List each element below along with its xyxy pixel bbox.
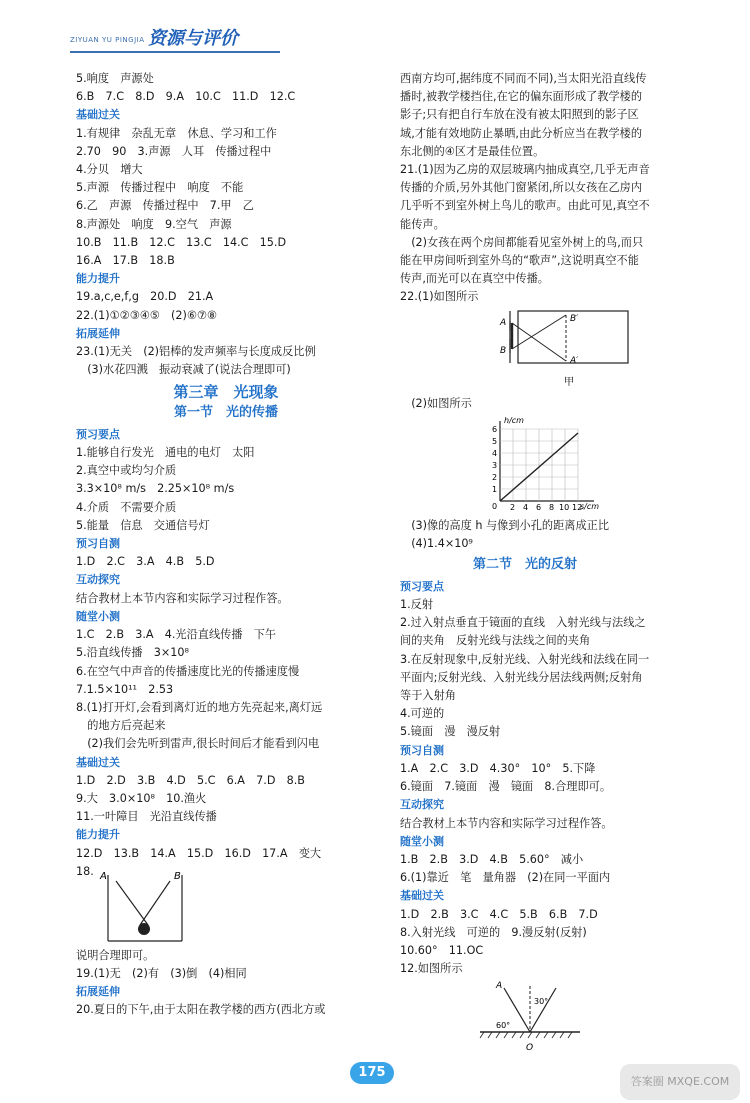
answer-line: 12.如图所示 bbox=[400, 962, 463, 976]
section-heading: 拓展延伸 bbox=[76, 985, 120, 999]
graph-ytick: 3 bbox=[492, 461, 498, 471]
answer-line: 1.有规律 杂乱无章 休息、学习和工作 bbox=[76, 126, 277, 140]
fig-label: A bbox=[496, 981, 503, 992]
answer-line: 1.反射 bbox=[400, 598, 434, 612]
answer-line: 19.(1)无 (2)有 (3)倒 (4)相同 bbox=[76, 966, 247, 980]
graph-xtick: 10 bbox=[559, 503, 570, 512]
answer-line: 4.可逆的 bbox=[400, 707, 445, 721]
answer-line: 3.3×10⁸ m/s 2.25×10⁸ m/s bbox=[76, 482, 235, 496]
answer-line: 12.D 13.B 14.A 15.D 16.D 17.A 变大 bbox=[76, 846, 322, 860]
answer-line: 6.(1)靠近 笔 量角器 (2)在同一平面内 bbox=[400, 871, 611, 885]
fig-angle: 30° bbox=[534, 997, 549, 1007]
graph-ytick: 5 bbox=[492, 437, 498, 447]
figure-22-graph bbox=[400, 413, 640, 511]
section-heading: 预习自测 bbox=[76, 537, 120, 551]
section-heading: 基础过关 bbox=[400, 889, 444, 903]
answer-line: 10.60° 11.OC bbox=[400, 943, 484, 957]
answer-line: 5.能量 信息 交通信号灯 bbox=[76, 518, 210, 532]
answer-line: 结合教材上本节内容和实际学习过程作答。 bbox=[76, 591, 289, 605]
fig-ray bbox=[512, 315, 566, 349]
graph-xtick: 8 bbox=[549, 503, 555, 512]
answer-line: (3)水花四溅 振动衰减了(说法合理即可) bbox=[76, 363, 291, 377]
fig-ray bbox=[512, 323, 566, 361]
answer-line: 18. bbox=[76, 864, 94, 878]
fig-angle: 60° bbox=[496, 1021, 511, 1031]
figure-18-diagram bbox=[98, 863, 188, 947]
header-rule bbox=[70, 51, 280, 53]
answer-line: 6.B 7.C 8.D 9.A 10.C 11.D 12.C bbox=[76, 90, 296, 104]
section-heading: 互动探究 bbox=[76, 573, 120, 587]
fig-label: B bbox=[174, 870, 181, 882]
page-header bbox=[70, 22, 280, 52]
fig-caption: 甲 bbox=[564, 376, 574, 388]
answer-line: 16.A 17.B 18.B bbox=[76, 254, 175, 268]
answer-line: 23.(1)无关 (2)铝棒的发声频率与长度成反比例 bbox=[76, 345, 316, 359]
section-heading: 随堂小测 bbox=[400, 834, 444, 848]
graph-origin: 0 bbox=[492, 502, 498, 512]
section-heading: 能力提升 bbox=[76, 272, 120, 286]
answer-line: 7.1.5×10¹¹ 2.53 bbox=[76, 682, 174, 696]
answer-line: 22.(1)如图所示 bbox=[400, 290, 479, 304]
answer-line: (2)我们会先听到雷声,很长时间后才能看到闪电 bbox=[76, 737, 320, 751]
section-heading: 随堂小测 bbox=[76, 609, 120, 623]
answer-line: 22.(1)①②③④⑤ (2)⑥⑦⑧ bbox=[76, 308, 217, 322]
graph-xtick: 12 bbox=[572, 503, 583, 512]
section-heading: 能力提升 bbox=[76, 828, 120, 842]
answer-line: 4.分贝 增大 bbox=[76, 163, 143, 177]
answer-line: 1.D 2.D 3.B 4.D 5.C 6.A 7.D 8.B bbox=[76, 773, 305, 787]
answer-line: (4)1.4×10⁹ bbox=[400, 537, 473, 551]
answer-line: (2)如图所示 bbox=[400, 396, 472, 410]
fig-label: B′ bbox=[570, 313, 579, 324]
answer-line: 1.D 2.B 3.C 4.C 5.B 6.B 7.D bbox=[400, 907, 598, 921]
answer-line: (3)像的高度 h 与像到小孔的距离成正比 bbox=[400, 519, 610, 533]
left-column bbox=[76, 70, 376, 1020]
fig-label: A bbox=[500, 317, 507, 328]
fig-label: A bbox=[100, 870, 107, 882]
answer-line: 1.C 2.B 3.A 4.光沿直线传播 下午 bbox=[76, 628, 277, 642]
section-heading: 互动探究 bbox=[400, 798, 444, 812]
watermark-logo: 答案圈 MXQE.COM bbox=[620, 1064, 740, 1100]
head-icon bbox=[138, 923, 150, 935]
fig-label: A′ bbox=[570, 355, 579, 366]
answer-line: 1.D 2.C 3.A 4.B 5.D bbox=[76, 555, 215, 569]
answer-line: 11.一叶障目 光沿直线传播 bbox=[76, 810, 217, 824]
answer-line: 1.能够自行发光 通电的电灯 太阳 bbox=[76, 446, 255, 460]
fig-reflected-ray bbox=[530, 988, 556, 1032]
answer-line: 说明合理即可。 bbox=[76, 948, 155, 962]
answer-line: 19.a,c,e,f,g 20.D 21.A bbox=[76, 290, 214, 304]
fig-mirror-hatch bbox=[480, 1032, 572, 1038]
answer-line: 2.70 90 3.声源 人耳 传播过程中 bbox=[76, 144, 272, 158]
graph-ytick: 2 bbox=[492, 473, 498, 483]
graph-xtick: 4 bbox=[523, 503, 529, 512]
answer-line: 的地方后亮起来 bbox=[76, 719, 166, 733]
answer-line: 5.声源 传播过程中 响度 不能 bbox=[76, 181, 244, 195]
chapter-title: 第三章 光现象 bbox=[173, 383, 279, 402]
page-number: 175 bbox=[350, 1062, 394, 1084]
answer-line: 2.真空中或均匀介质 bbox=[76, 464, 177, 478]
answer-line: 1.B 2.B 3.D 4.B 5.60° 减小 bbox=[400, 852, 584, 866]
answer-line: 5.沿直线传播 3×10⁸ bbox=[76, 646, 190, 660]
fig-ray bbox=[116, 881, 148, 925]
graph-ylabel: h/cm bbox=[504, 416, 524, 426]
graph-xlabel: s/cm bbox=[580, 502, 600, 512]
graph-ytick: 4 bbox=[492, 449, 498, 459]
answer-line: 1.A 2.C 3.D 4.30° 10° 5.下降 bbox=[400, 761, 596, 775]
section-title: 第二节 光的反射 bbox=[472, 556, 577, 572]
answer-line: 4.介质 不需要介质 bbox=[76, 500, 177, 514]
answer-paragraph: 西南方均可,据纬度不同而不同),当太阳光沿直线传播时,被教学楼挡住,在它的偏东面形成了教学楼的影子;只有把自行车放在没有被太阳照到的影子区域,才能有效地防止暴晒,由此分析应当在教学楼的东北侧的④区才是最佳位置。 bbox=[400, 72, 647, 158]
section-heading: 拓展延伸 bbox=[76, 326, 120, 340]
answer-line: 20.夏日的下午,由于太阳在教学楼的西方(西北方或 bbox=[76, 1003, 326, 1017]
answer-line: 5.响度 声源处 bbox=[76, 72, 154, 85]
graph-xtick: 2 bbox=[510, 503, 516, 512]
answer-line: 结合教材上本节内容和实际学习过程作答。 bbox=[400, 816, 613, 830]
section-heading: 基础过关 bbox=[76, 108, 120, 122]
section-heading: 预习自测 bbox=[400, 743, 444, 757]
graph-ytick: 6 bbox=[492, 425, 498, 435]
graph-ytick: 1 bbox=[492, 485, 498, 495]
figure-22-diagram bbox=[400, 307, 640, 389]
answer-paragraph: 2.过入射点垂直于镜面的直线 入射光线与法线之间的夹角 反射光线与法线之间的夹角 bbox=[400, 616, 646, 648]
header-brand: 资源与评价 bbox=[148, 28, 238, 49]
section-heading: 基础过关 bbox=[76, 755, 120, 769]
header-pinyin: ZIYUAN YU PINGJIA bbox=[70, 36, 145, 44]
answer-paragraph: 21.(1)因为乙房的双层玻璃内抽成真空,几乎无声音传播的介质,另外其他门窗紧闭,所以女孩在乙房内几乎听不到室外树上鸟儿的歌声。由此可见,真空不能传声。 bbox=[400, 163, 650, 231]
figure-12-diagram bbox=[400, 978, 640, 1056]
answer-paragraph: (2)女孩在两个房间都能看见室外树上的鸟,而只能在甲房间听到室外鸟的“歌声”,这说明真空不能传声,而光可以在真空中传播。 bbox=[400, 235, 644, 286]
section-heading: 预习要点 bbox=[400, 579, 444, 593]
right-column bbox=[400, 70, 650, 1063]
answer-line: 6.镜面 7.镜面 漫 镜面 8.合理即可。 bbox=[400, 780, 612, 794]
section-title: 第一节 光的传播 bbox=[173, 404, 278, 420]
answer-line: 6.在空气中声音的传播速度比光的传播速度慢 bbox=[76, 664, 300, 678]
fig-label: O bbox=[526, 1043, 534, 1054]
answer-paragraph: 3.在反射现象中,反射光线、入射光线和法线在同一平面内;反射光线、入射光线分居法线两侧;反射角等于入射角 bbox=[400, 652, 650, 703]
graph-xtick: 6 bbox=[536, 503, 542, 512]
section-heading: 预习要点 bbox=[76, 427, 120, 441]
figure-18-block bbox=[76, 863, 376, 947]
answer-line: 9.大 3.0×10⁸ 10.渔火 bbox=[76, 791, 207, 805]
answer-line: 8.声源处 响度 9.空气 声源 bbox=[76, 217, 232, 231]
answer-line: 8.(1)打开灯,会看到离灯近的地方先亮起来,离灯远 bbox=[76, 700, 323, 714]
fig-ray bbox=[140, 881, 170, 925]
answer-line: 8.入射光线 可逆的 9.漫反射(反射) bbox=[400, 925, 587, 939]
answer-line: 5.镜面 漫 漫反射 bbox=[400, 725, 501, 739]
answer-line: 6.乙 声源 传播过程中 7.甲 乙 bbox=[76, 199, 254, 213]
answer-line: 10.B 11.B 12.C 13.C 14.C 15.D bbox=[76, 235, 287, 249]
fig-label: B bbox=[500, 345, 507, 356]
